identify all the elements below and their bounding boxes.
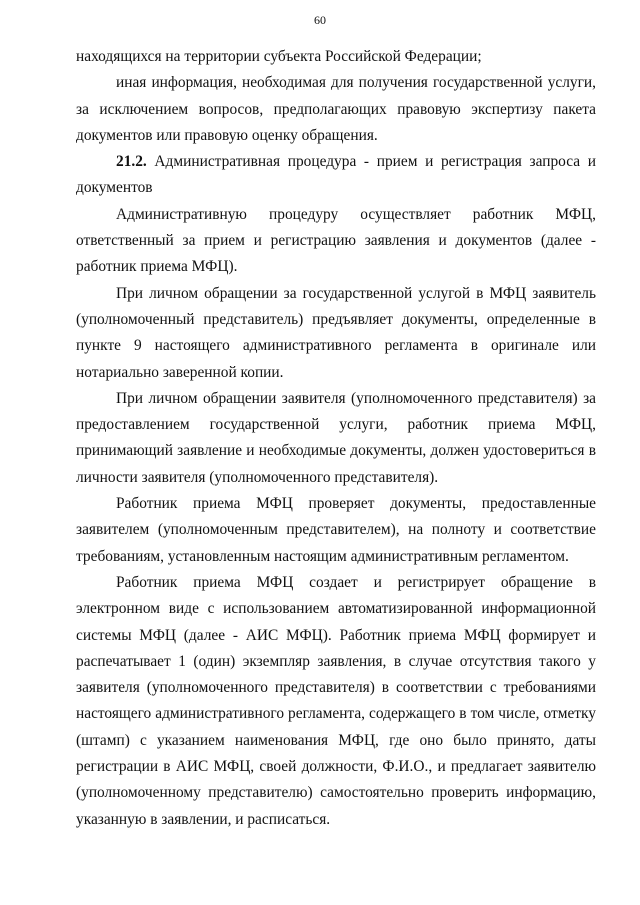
section-heading-text: Административная процедура - прием и регистрация запроса и документов [76, 153, 596, 197]
paragraph [76, 386, 596, 491]
paragraph-text: Работник приема МФЦ проверяет документы, предоставленные заявителем (уполномоченным представителем), на полноту и соответствие требованиям, установленным настоящим административным регламентом. [76, 495, 596, 565]
section-number: 21.2. [116, 153, 147, 171]
document-body [76, 44, 596, 833]
paragraph [76, 202, 596, 281]
section-heading-21-2 [76, 149, 596, 202]
paragraph [76, 281, 596, 386]
paragraph-text: При личном обращении за государственной услугой в МФЦ заявитель (уполномоченный представитель) предъявляет документы, определенные в пункте 9 настоящего административного регламента в оригинале или нотариально заверенной копии. [76, 284, 596, 381]
paragraph [76, 491, 596, 570]
paragraph-text: При личном обращении заявителя (уполномоченного представителя) за предоставлением государственной услуги, работник приема МФЦ, принимающий заявление и необходимые документы, должен удостовериться в личности заявителя (уполномоченного представителя). [76, 389, 596, 486]
paragraph-text: Работник приема МФЦ создает и регистрирует обращение в электронном виде с использованием автоматизированной информационной системы МФЦ (далее - АИС МФЦ). Работник приема МФЦ формирует и распечатывает 1 (один) экземпляр заявления, в случае отсутствия такого у заявителя (уполномоченного представителя) в соответствии с требованиями настоящего административного регламента, содержащего в том числе, отметку (штамп) с указанием наименования МФЦ, где оно было принято, даты регистрации в АИС МФЦ, своей должности, Ф.И.О., и предлагает заявителю (уполномоченному представителю) самостоятельно проверить информацию, указанную в заявлении, и расписаться. [76, 573, 596, 828]
paragraph-continuation [76, 44, 596, 70]
paragraph-text: иная информация, необходимая для получения государственной услуги, за исключением вопросов, предполагающих правовую экспертизу пакета документов или правовую оценку обращения. [76, 74, 596, 144]
paragraph-text: находящихся на территории субъекта Российской Федерации; [76, 48, 482, 65]
paragraph [76, 570, 596, 833]
page-number: 60 [314, 13, 326, 27]
paragraph [76, 70, 596, 149]
paragraph-text: Административную процедуру осуществляет работник МФЦ, ответственный за прием и регистрацию заявления и документов (далее - работник приема МФЦ). [76, 205, 596, 276]
